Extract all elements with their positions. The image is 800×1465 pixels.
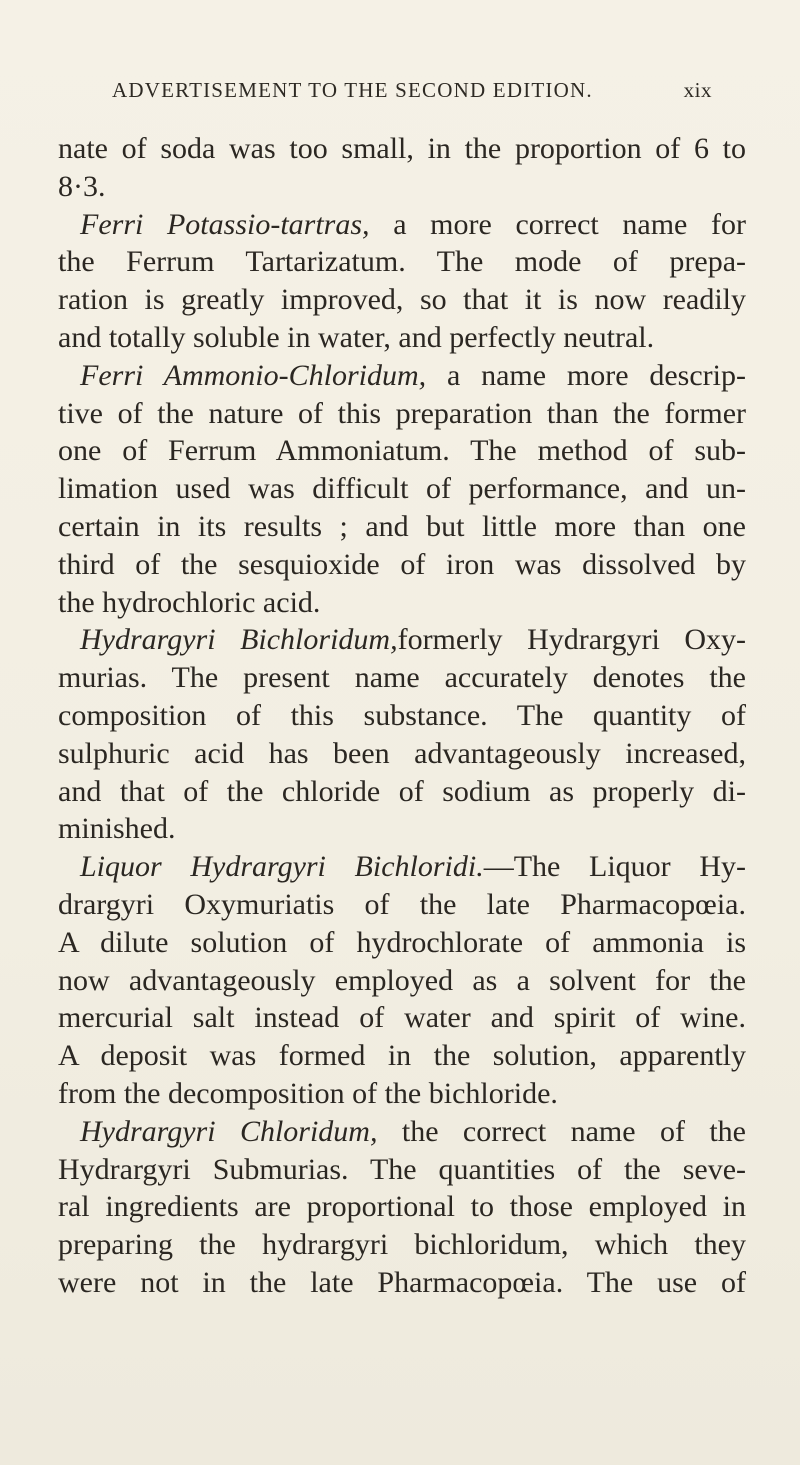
text-line (58, 1113, 746, 1151)
text-line (58, 584, 746, 622)
text-run: nate of soda was too small, in the proportion of 6 to (58, 132, 746, 165)
text-line (58, 130, 746, 168)
paragraph (58, 1113, 746, 1302)
text-run: limation used was difficult of performance, and un- (58, 472, 746, 506)
text-run: tive of the nature of this preparation than the former (58, 396, 746, 430)
text-line (58, 886, 746, 924)
text-line (58, 1264, 746, 1302)
text-run: third of the sesquioxide of iron was dissolved by (58, 547, 746, 581)
text-run: 8·3. (58, 169, 106, 203)
italic-term: Ferri Potassio-tartras, (80, 207, 370, 241)
text-run: and totally soluble in water, and perfectly neutral. (58, 320, 655, 354)
text-line (58, 621, 746, 659)
text-line (58, 735, 746, 773)
text-run: one of Ferrum Ammoniatum. The method of sub- (58, 434, 746, 468)
text-run: were not in the late Pharmacopœia. The use of (58, 1265, 746, 1299)
text-line (58, 508, 746, 546)
text-run: drargyri Oxymuriatis of the late Pharmacopœia. (58, 887, 746, 921)
paragraph (58, 357, 746, 622)
text-run: murias. The present name accurately denotes the (58, 661, 746, 695)
page-number: xix (683, 78, 712, 102)
text-line (58, 395, 746, 433)
text-line (58, 206, 746, 244)
italic-term: Liquor Hydrargyri Bichloridi. (80, 850, 484, 884)
text-line (58, 810, 746, 848)
text-line (58, 999, 746, 1037)
text-run: a name more descrip- (426, 358, 746, 392)
text-run: sulphuric acid has been advantageously increased, (58, 736, 746, 770)
text-run: ration is greatly improved, so that it is now readily (58, 283, 746, 317)
text-line (58, 243, 746, 281)
text-line (58, 848, 746, 886)
running-title: ADVERTISEMENT TO THE SECOND EDITION. (112, 78, 593, 102)
text-line (58, 319, 746, 357)
text-run: mercurial salt instead of water and spirit of wine. (58, 1001, 746, 1035)
body-text (58, 130, 746, 1302)
text-line (58, 357, 746, 395)
text-line (58, 1037, 746, 1075)
text-run: ral ingredients are proportional to those employed in (58, 1190, 746, 1224)
text-line (58, 1151, 746, 1189)
text-line (58, 962, 746, 1000)
text-run: and that of the chloride of sodium as properly di- (58, 774, 746, 808)
text-line (58, 546, 746, 584)
text-run: now advantageously employed as a solvent for the (58, 963, 746, 997)
text-line (58, 432, 746, 470)
text-line (58, 659, 746, 697)
text-run: the hydrochloric acid. (58, 585, 321, 619)
text-run: A dilute solution of hydrochlorate of ammonia is (58, 925, 746, 959)
text-line (58, 1226, 746, 1264)
paragraph (58, 848, 746, 1113)
text-run: Hydrargyri Submurias. The quantities of the seve- (58, 1152, 746, 1186)
text-line (58, 697, 746, 735)
paragraph (58, 130, 746, 206)
text-line (58, 470, 746, 508)
italic-term: Hydrargyri Chloridum, (80, 1114, 378, 1148)
text-line (58, 168, 746, 206)
text-run: from the decomposition of the bichloride. (58, 1076, 558, 1110)
italic-term: Ferri Ammonio-Chloridum, (80, 358, 427, 392)
text-run: —The Liquor Hy- (483, 850, 746, 884)
text-run: A deposit was formed in the solution, apparently (58, 1039, 746, 1073)
text-run: the Ferrum Tartarizatum. The mode of prepa- (58, 245, 746, 279)
italic-term: Hydrargyri Bichloridum, (80, 623, 398, 657)
text-run: preparing the hydrargyri bichloridum, which they (58, 1228, 746, 1262)
text-line (58, 773, 746, 811)
text-line (58, 924, 746, 962)
text-line (58, 1188, 746, 1226)
text-run: the correct name of the (377, 1114, 746, 1148)
paragraph (58, 206, 746, 357)
text-run: formerly Hydrargyri Oxy- (397, 623, 747, 657)
paragraph (58, 621, 746, 848)
text-line (58, 281, 746, 319)
text-run: a more correct name for (369, 207, 747, 241)
text-run: certain in its results ; and but little more than one (58, 509, 746, 543)
text-run: composition of this substance. The quantity of (58, 698, 746, 732)
text-line (58, 1075, 746, 1113)
text-run: minished. (58, 812, 176, 846)
running-header (112, 78, 712, 103)
